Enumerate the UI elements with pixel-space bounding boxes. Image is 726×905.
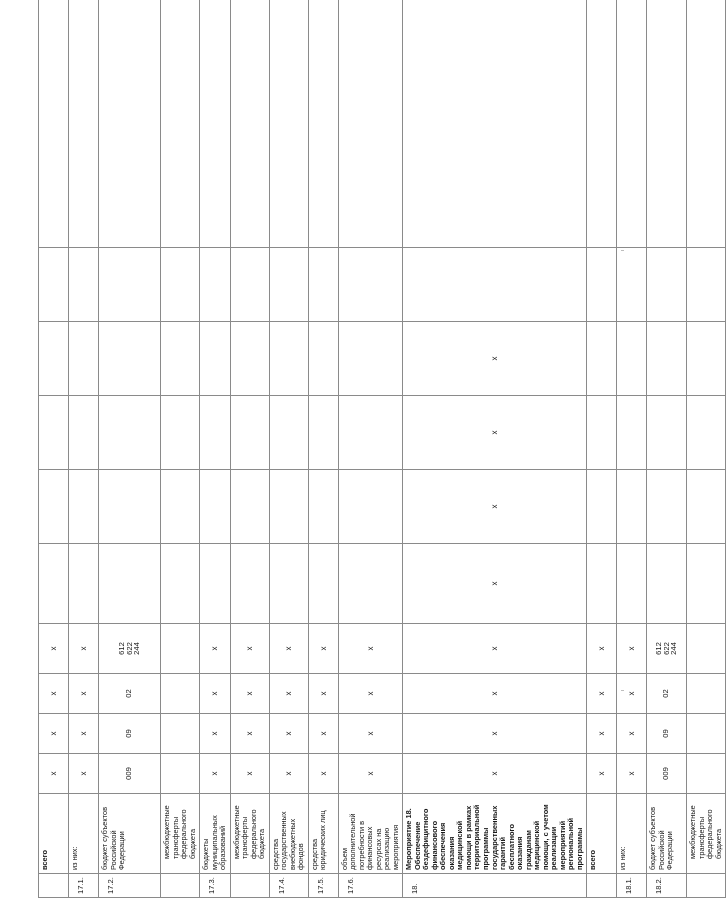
empty-cell	[161, 322, 200, 396]
row-name: всего	[587, 794, 617, 874]
code-line: 622	[661, 642, 671, 655]
x-mark-cell: x	[338, 624, 403, 674]
empty-cell	[230, 248, 269, 322]
row-number	[687, 874, 726, 898]
row-name: Мероприятие 18. Обеспечение бездефицитного финансового обеспечения оказания медицинской помощи в рамках территориальной программы государственных гарантий бесплатного оказания гражданам медицинской помощи, с учетом реализации мероприятий региональной программы	[403, 794, 587, 874]
empty-cell	[617, 322, 647, 396]
empty-cell	[161, 248, 200, 322]
empty-cell	[308, 248, 338, 322]
empty-cell	[69, 396, 99, 470]
funding-table	[38, 0, 726, 898]
empty-cell	[647, 322, 687, 396]
empty-cell	[269, 470, 308, 544]
row-number: 18.	[403, 874, 587, 898]
x-mark-cell: x	[69, 714, 99, 754]
x-mark-cell: x	[230, 624, 269, 674]
table-row	[230, 0, 269, 898]
empty-cell	[687, 714, 726, 754]
table-row	[161, 0, 200, 898]
code-cell	[99, 624, 161, 674]
code-cell	[647, 624, 687, 674]
empty-cell	[587, 470, 617, 544]
code-line: 244	[132, 642, 142, 655]
empty-cell	[230, 0, 269, 248]
x-mark-cell: x	[230, 714, 269, 754]
empty-cell	[39, 0, 69, 248]
x-mark-cell: x	[587, 624, 617, 674]
empty-cell	[161, 544, 200, 624]
x-mark-cell: x	[230, 674, 269, 714]
empty-cell	[338, 322, 403, 396]
empty-cell	[69, 0, 99, 248]
empty-cell	[69, 544, 99, 624]
empty-cell	[39, 544, 69, 624]
empty-cell	[200, 470, 231, 544]
x-mark-cell: x	[308, 714, 338, 754]
empty-cell	[687, 754, 726, 794]
x-mark-cell: x	[587, 714, 617, 754]
edge-mark	[621, 690, 624, 691]
code-cell: 02	[647, 674, 687, 714]
x-mark-cell: x	[617, 714, 647, 754]
row-name: бюджет субъектов Российской Федерации	[99, 794, 161, 874]
empty-cell	[687, 0, 726, 248]
x-mark-cell: x	[617, 674, 647, 714]
x-mark-cell: x	[269, 754, 308, 794]
table-row	[617, 0, 647, 898]
x-mark-cell: x	[338, 714, 403, 754]
row-name: межбюджетные трансферты федерального бюджета	[161, 794, 200, 874]
edge-mark	[621, 250, 624, 251]
empty-cell	[99, 322, 161, 396]
row-name: объем дополнительной потребности в финансовых ресурсах на реализацию мероприятия	[338, 794, 403, 874]
x-mark-cell: x	[200, 674, 231, 714]
empty-cell	[308, 544, 338, 624]
empty-cell	[308, 470, 338, 544]
empty-cell	[338, 0, 403, 248]
empty-cell	[39, 248, 69, 322]
x-mark-cell: x	[338, 674, 403, 714]
row-number: 17.5.	[308, 874, 338, 898]
x-mark-cell: x	[230, 754, 269, 794]
table-row	[269, 0, 308, 898]
empty-cell	[269, 322, 308, 396]
empty-cell	[617, 470, 647, 544]
empty-cell	[269, 0, 308, 248]
empty-cell	[687, 396, 726, 470]
empty-cell	[161, 624, 200, 674]
empty-cell	[308, 0, 338, 248]
empty-cell	[403, 248, 587, 322]
x-mark-cell: x	[403, 396, 587, 470]
x-mark-cell: x	[617, 754, 647, 794]
empty-cell	[161, 0, 200, 248]
code-cell: 02	[99, 674, 161, 714]
empty-cell	[617, 0, 647, 248]
x-mark-cell: x	[308, 624, 338, 674]
x-mark-cell: x	[403, 714, 587, 754]
row-number	[230, 874, 269, 898]
empty-cell	[687, 322, 726, 396]
table-body	[39, 0, 726, 898]
x-mark-cell: x	[587, 754, 617, 794]
table-row	[587, 0, 617, 898]
code-line: 612	[654, 642, 664, 655]
empty-cell	[161, 396, 200, 470]
empty-cell	[39, 322, 69, 396]
table-row	[99, 0, 161, 898]
empty-cell	[69, 322, 99, 396]
code-cell: 09	[99, 714, 161, 754]
empty-cell	[269, 248, 308, 322]
empty-cell	[617, 396, 647, 470]
empty-cell	[687, 624, 726, 674]
x-mark-cell: x	[69, 674, 99, 714]
row-name: бюджеты муниципальных образований	[200, 794, 231, 874]
table-row	[200, 0, 231, 898]
empty-cell	[200, 0, 231, 248]
empty-cell	[200, 322, 231, 396]
empty-cell	[308, 322, 338, 396]
table-row	[308, 0, 338, 898]
rotated-table-wrapper	[38, 8, 723, 898]
code-line: 244	[669, 642, 679, 655]
x-mark-cell: x	[69, 754, 99, 794]
x-mark-cell: x	[39, 714, 69, 754]
empty-cell	[69, 248, 99, 322]
empty-cell	[161, 674, 200, 714]
code-cell: 009	[99, 754, 161, 794]
x-mark-cell: x	[338, 754, 403, 794]
x-mark-cell: x	[269, 624, 308, 674]
empty-cell	[617, 248, 647, 322]
x-mark-cell: x	[69, 624, 99, 674]
x-mark-cell: x	[269, 674, 308, 714]
row-number	[587, 874, 617, 898]
empty-cell	[99, 0, 161, 248]
x-mark-cell: x	[39, 624, 69, 674]
empty-cell	[269, 396, 308, 470]
empty-cell	[647, 470, 687, 544]
row-number: 18.1.	[617, 874, 647, 898]
row-name: межбюджетные трансферты федерального бюджета	[687, 794, 726, 874]
row-number: 17.1.	[69, 874, 99, 898]
table-row	[687, 0, 726, 898]
empty-cell	[338, 544, 403, 624]
empty-cell	[647, 248, 687, 322]
empty-cell	[687, 470, 726, 544]
empty-cell	[39, 470, 69, 544]
x-mark-cell: x	[403, 624, 587, 674]
x-mark-cell: x	[200, 714, 231, 754]
empty-cell	[587, 248, 617, 322]
row-number: 17.2.	[99, 874, 161, 898]
x-mark-cell: x	[269, 714, 308, 754]
x-mark-cell: x	[308, 674, 338, 714]
empty-cell	[161, 714, 200, 754]
row-name: из них:	[617, 794, 647, 874]
table-row	[69, 0, 99, 898]
table-row	[647, 0, 687, 898]
code-line: 622	[124, 642, 134, 655]
empty-cell	[230, 322, 269, 396]
empty-cell	[647, 396, 687, 470]
row-number: 17.6.	[338, 874, 403, 898]
empty-cell	[687, 674, 726, 714]
row-name: бюджет субъектов Российской Федерации	[647, 794, 687, 874]
empty-cell	[687, 544, 726, 624]
x-mark-cell: x	[403, 674, 587, 714]
row-name: межбюджетные трансферты федерального бюджета	[230, 794, 269, 874]
empty-cell	[200, 544, 231, 624]
x-mark-cell: x	[308, 754, 338, 794]
x-mark-cell: x	[587, 674, 617, 714]
x-mark-cell: x	[617, 624, 647, 674]
empty-cell	[587, 396, 617, 470]
row-number: 18.2.	[647, 874, 687, 898]
row-name: всего	[39, 794, 69, 874]
empty-cell	[338, 396, 403, 470]
row-name: из них:	[69, 794, 99, 874]
x-mark-cell: x	[403, 322, 587, 396]
empty-cell	[403, 0, 587, 248]
code-line: 612	[117, 642, 127, 655]
x-mark-cell: x	[403, 470, 587, 544]
empty-cell	[200, 248, 231, 322]
empty-cell	[99, 470, 161, 544]
row-number: 17.4.	[269, 874, 308, 898]
empty-cell	[39, 396, 69, 470]
code-cell: 09	[647, 714, 687, 754]
empty-cell	[647, 0, 687, 248]
empty-cell	[269, 544, 308, 624]
table-row	[39, 0, 69, 898]
table-row	[403, 0, 587, 898]
empty-cell	[230, 544, 269, 624]
empty-cell	[230, 396, 269, 470]
row-number: 17.3.	[200, 874, 231, 898]
empty-cell	[161, 754, 200, 794]
empty-cell	[230, 470, 269, 544]
x-mark-cell: x	[403, 544, 587, 624]
empty-cell	[69, 470, 99, 544]
empty-cell	[99, 396, 161, 470]
empty-cell	[647, 544, 687, 624]
x-mark-cell: x	[200, 624, 231, 674]
x-mark-cell: x	[39, 754, 69, 794]
empty-cell	[687, 248, 726, 322]
empty-cell	[99, 248, 161, 322]
empty-cell	[338, 470, 403, 544]
x-mark-cell: x	[39, 674, 69, 714]
row-number	[161, 874, 200, 898]
row-name: средства юридических лиц	[308, 794, 338, 874]
empty-cell	[617, 544, 647, 624]
empty-cell	[99, 544, 161, 624]
x-mark-cell: x	[200, 754, 231, 794]
x-mark-cell: x	[403, 754, 587, 794]
row-name: средства государственных внебюджетных фондов	[269, 794, 308, 874]
empty-cell	[587, 322, 617, 396]
empty-cell	[587, 0, 617, 248]
empty-cell	[200, 396, 231, 470]
empty-cell	[338, 248, 403, 322]
table-row	[338, 0, 403, 898]
empty-cell	[587, 544, 617, 624]
empty-cell	[308, 396, 338, 470]
empty-cell	[161, 470, 200, 544]
row-number	[39, 874, 69, 898]
code-cell: 009	[647, 754, 687, 794]
